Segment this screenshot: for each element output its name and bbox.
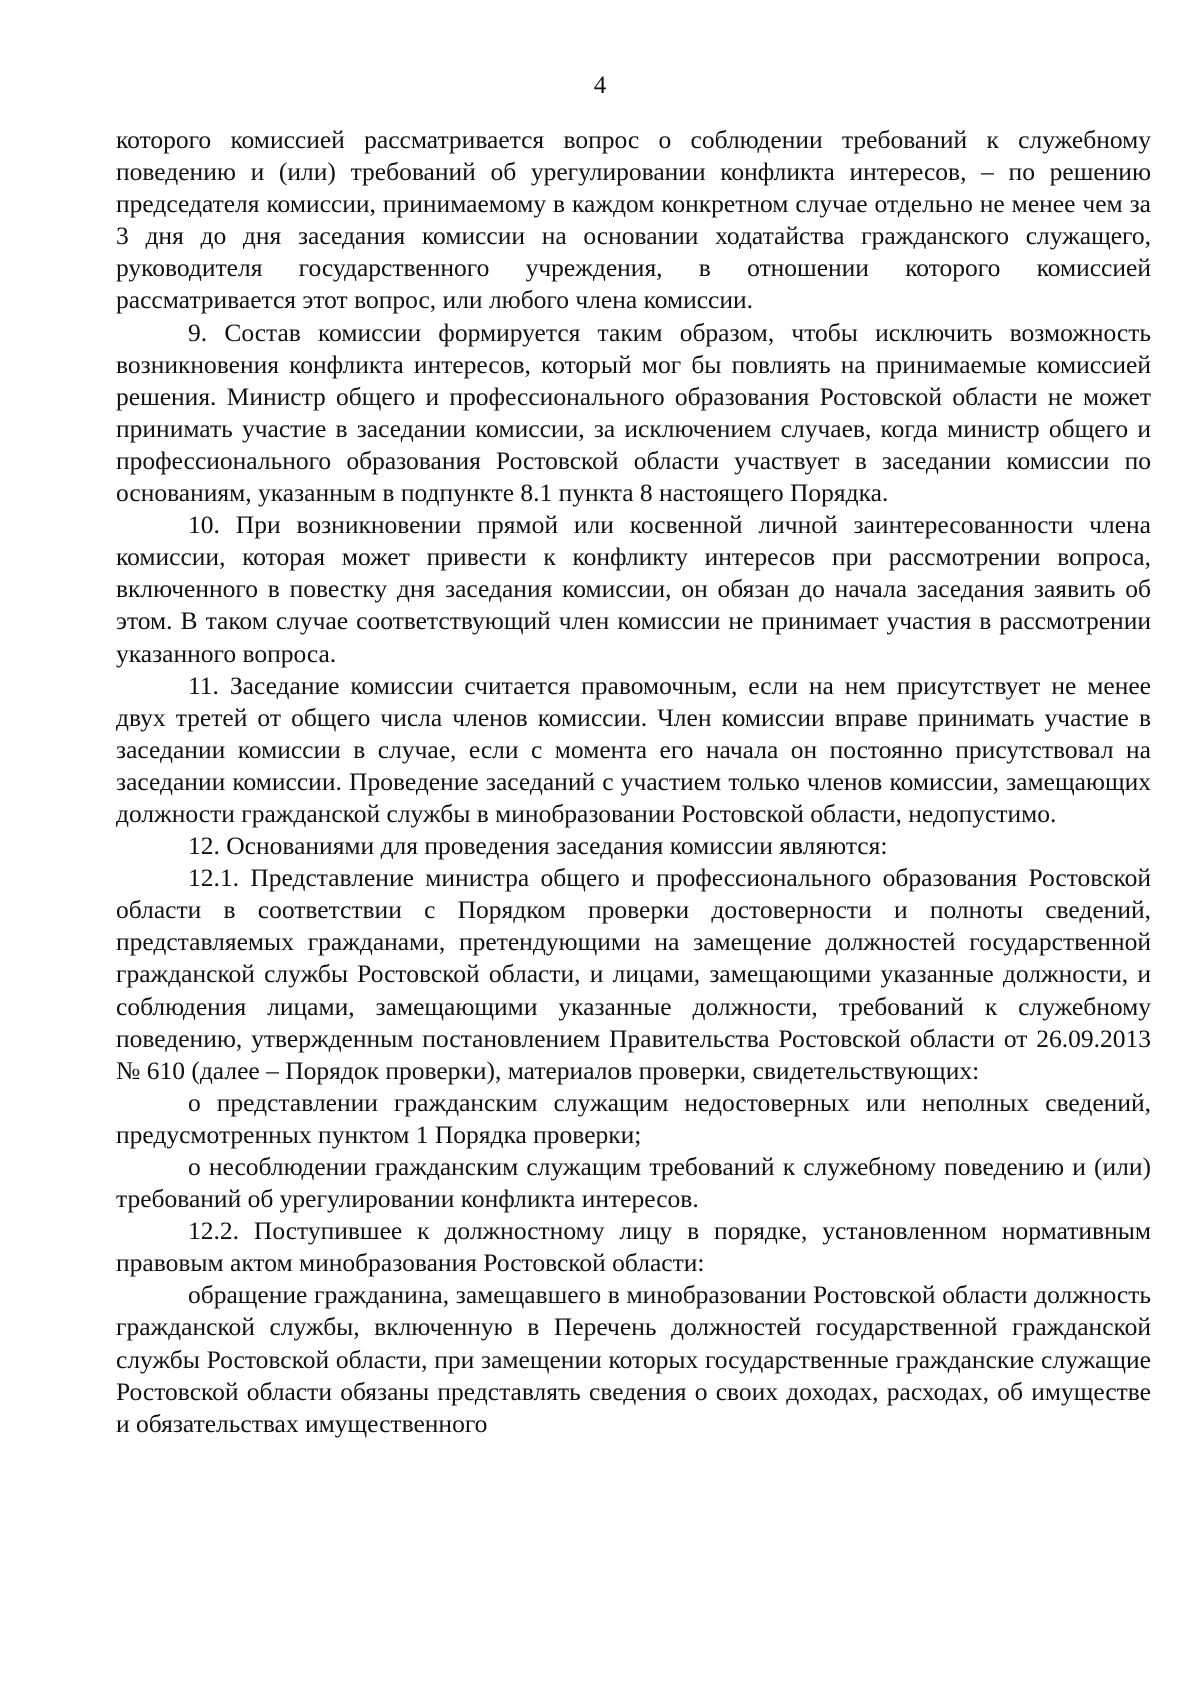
paragraph-sub-item-2: о несоблюдении гражданским служащим требований к служебному поведению и (или) требований об урегулировании конфликта интересов. (116, 1152, 1151, 1214)
paragraph-item-12-2: 12.2. Поступившее к должностному лицу в порядке, установленном нормативным правовым актом минобразования Ростовской области: (116, 1216, 1151, 1278)
paragraph-item-9: 9. Состав комиссии формируется таким образом, чтобы исключить возможность возникновения конфликта интересов, который мог бы повлиять на принимаемые комиссией решения. Министр общего и профессионального образования Ростовской области не может принимать участие в заседании комиссии, за исключением случаев, когда министр общего и профессионального образования Ростовской области участвует в заседании комиссии по основаниям, указанным в подпункте 8.1 пункта 8 настоящего Порядка. (116, 317, 1151, 508)
paragraph-item-12-1: 12.1. Представление министра общего и профессионального образования Ростовской области в соответствии с Порядком проверки достоверности и полноты сведений, представляемых гражданами, претендующими на замещение должностей государственной гражданской службы Ростовской области, и лицами, замещающими указанные должности, и соблюдения лицами, замещающими указанные должности, требований к служебному поведению, утвержденным постановлением Правительства Ростовской области от 26.09.2013 № 610 (далее – Порядок проверки), материалов проверки, свидетельствующих: (116, 863, 1151, 1085)
paragraph-item-11: 11. Заседание комиссии считается правомочным, если на нем присутствует не менее двух третей от общего числа членов комиссии. Член комиссии вправе принимать участие в заседании комиссии в случае, если с момента его начала он постоянно присутствовал на заседании комиссии. Проведение заседаний с участием только членов комиссии, замещающих должности гражданской службы в минобразовании Ростовской области, недопустимо. (116, 670, 1151, 828)
paragraph-item-10: 10. При возникновении прямой или косвенной личной заинтересованности члена комиссии, которая может привести к конфликту интересов при рассмотрении вопроса, включенного в повестку дня заседания комиссии, он обязан до начала заседания заявить об этом. В таком случае соответствующий член комиссии не принимает участия в рассмотрении указанного вопроса. (116, 510, 1151, 668)
paragraph-continuation: которого комиссией рассматривается вопрос о соблюдении требований к служебному поведению и (или) требований об урегулировании конфликта интересов, – по решению председателя комиссии, принимаемому в каждом конкретном случае отдельно не менее чем за 3 дня до дня заседания комиссии на основании ходатайства гражданского служащего, руководителя государственного учреждения, в отношении которого комиссией рассматривается этот вопрос, или любого члена комиссии. (116, 125, 1151, 315)
paragraph-item-12: 12. Основаниями для проведения заседания комиссии являются: (188, 831, 888, 861)
document-body (116, 124, 1151, 1440)
paragraph-sub-item-1: о представлении гражданским служащим недостоверных или неполных сведений, предусмотренных пунктом 1 Порядка проверки; (116, 1087, 1151, 1149)
paragraph-sub-item-3: обращение гражданина, замещавшего в минобразовании Ростовской области должность гражданской службы, включенную в Перечень должностей государственной гражданской службы Ростовской области, при замещении которых государственные гражданские служащие Ростовской области обязаны представлять сведения о своих доходах, расходах, об имуществе и обязательствах имущественного (116, 1280, 1151, 1438)
page-number: 4 (593, 72, 607, 99)
